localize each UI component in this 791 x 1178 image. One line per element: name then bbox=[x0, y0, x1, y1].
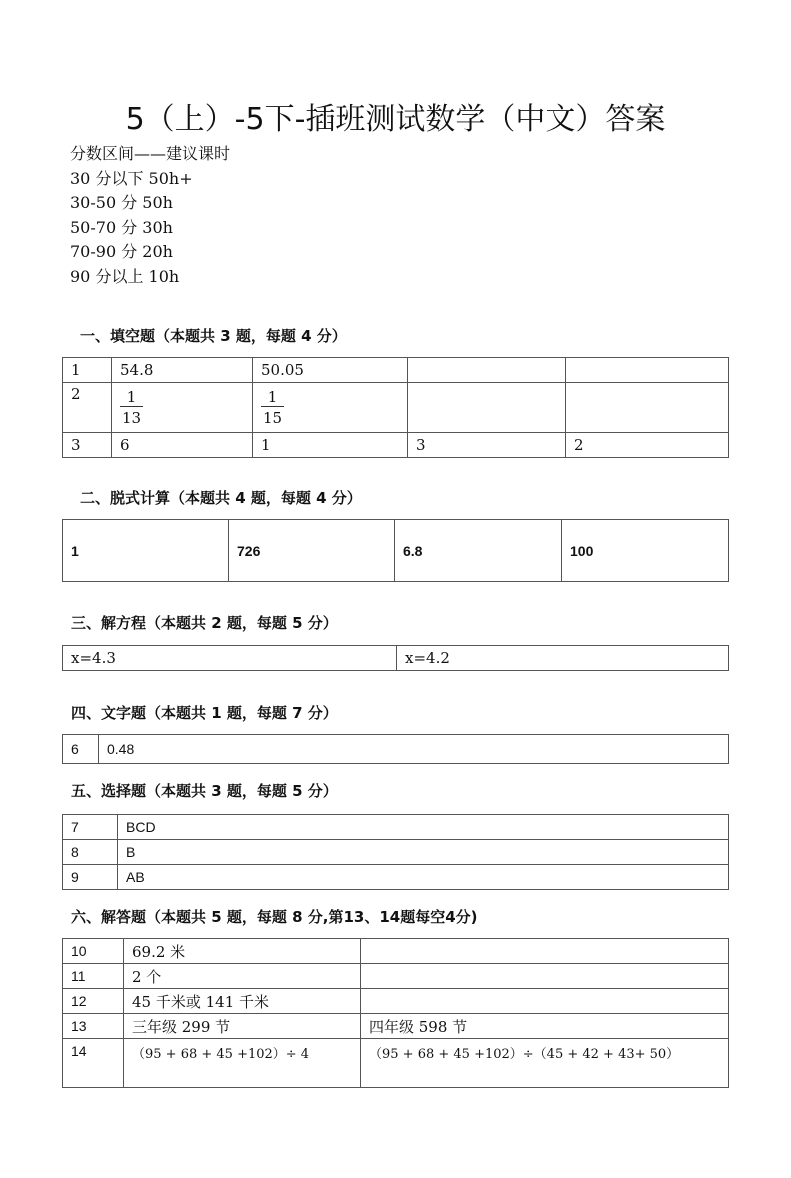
cell: 11 bbox=[63, 964, 124, 989]
table-row bbox=[63, 815, 729, 840]
guide-line: 90 分以上 10h bbox=[70, 266, 180, 286]
cell: 0.48 bbox=[99, 735, 729, 764]
table-row bbox=[63, 383, 729, 433]
cell: 9 bbox=[63, 865, 118, 890]
section-1-heading: 一、填空题（本题共 3 题，每题 4 分） bbox=[80, 327, 347, 345]
cell: 6 bbox=[63, 735, 99, 764]
numerator: 1 bbox=[261, 388, 284, 407]
cell bbox=[408, 383, 566, 433]
cell bbox=[361, 964, 729, 989]
table-row bbox=[63, 840, 729, 865]
cell bbox=[253, 383, 408, 433]
cell: 三年级 299 节 bbox=[124, 1014, 361, 1039]
cell: AB bbox=[118, 865, 729, 890]
section-2-table bbox=[62, 519, 729, 582]
cell bbox=[112, 383, 253, 433]
cell: 6.8 bbox=[395, 520, 562, 582]
denominator: 15 bbox=[263, 409, 283, 427]
table-row bbox=[63, 646, 729, 671]
cell: 45 千米或 141 千米 bbox=[124, 989, 361, 1014]
table-row bbox=[63, 939, 729, 964]
cell: 13 bbox=[63, 1014, 124, 1039]
cell: 726 bbox=[229, 520, 395, 582]
cell bbox=[408, 358, 566, 383]
table-row bbox=[63, 989, 729, 1014]
table-row bbox=[63, 1014, 729, 1039]
cell: （95 + 68 + 45 +102）÷ 4 bbox=[124, 1039, 361, 1088]
table-row bbox=[63, 433, 729, 458]
table-row bbox=[63, 735, 729, 764]
cell bbox=[361, 939, 729, 964]
cell: 8 bbox=[63, 840, 118, 865]
table-row bbox=[63, 964, 729, 989]
guide-line: 30-50 分 50h bbox=[70, 193, 173, 213]
guide-line: 30 分以下 50h+ bbox=[70, 168, 193, 188]
cell: 12 bbox=[63, 989, 124, 1014]
section-6-heading: 六、解答题（本题共 5 题，每题 8 分,第13、14题每空4分) bbox=[71, 908, 478, 926]
fraction bbox=[120, 388, 143, 427]
numerator: 1 bbox=[120, 388, 143, 407]
table-row bbox=[63, 865, 729, 890]
cell: 四年级 598 节 bbox=[361, 1014, 729, 1039]
section-2-heading: 二、脱式计算（本题共 4 题，每题 4 分） bbox=[80, 489, 362, 507]
cell bbox=[361, 989, 729, 1014]
section-3-heading: 三、解方程（本题共 2 题，每题 5 分） bbox=[71, 614, 338, 632]
cell: B bbox=[118, 840, 729, 865]
cell: x=4.2 bbox=[397, 646, 729, 671]
section-1-table bbox=[62, 357, 729, 458]
cell: 7 bbox=[63, 815, 118, 840]
table-row bbox=[63, 358, 729, 383]
guide-line: 50-70 分 30h bbox=[70, 217, 173, 237]
section-3-table bbox=[62, 645, 729, 671]
denominator: 13 bbox=[122, 409, 142, 427]
guide-heading: 分数区间——建议课时 bbox=[70, 144, 231, 163]
cell: 14 bbox=[63, 1039, 124, 1088]
section-5-heading: 五、选择题（本题共 3 题，每题 5 分） bbox=[71, 782, 338, 800]
cell: 3 bbox=[408, 433, 566, 458]
fraction bbox=[261, 388, 284, 427]
section-4-heading: 四、文字题（本题共 1 题，每题 7 分） bbox=[71, 704, 338, 722]
cell: 10 bbox=[63, 939, 124, 964]
guide-line: 70-90 分 20h bbox=[70, 242, 173, 262]
hours-guide bbox=[70, 142, 230, 290]
cell: 2 个 bbox=[124, 964, 361, 989]
cell: 54.8 bbox=[112, 358, 253, 383]
cell: （95 + 68 + 45 +102）÷（45 + 42 + 43+ 50） bbox=[361, 1039, 729, 1088]
table-row bbox=[63, 520, 729, 582]
section-6-table bbox=[62, 938, 729, 1088]
page-title: 5（上）-5下-插班测试数学（中文）答案 bbox=[125, 102, 666, 137]
cell: 50.05 bbox=[253, 358, 408, 383]
cell: 100 bbox=[562, 520, 729, 582]
cell bbox=[566, 358, 729, 383]
cell: 1 bbox=[253, 433, 408, 458]
cell: 3 bbox=[63, 433, 112, 458]
cell: 69.2 米 bbox=[124, 939, 361, 964]
cell bbox=[566, 383, 729, 433]
cell: x=4.3 bbox=[63, 646, 397, 671]
cell: BCD bbox=[118, 815, 729, 840]
cell: 1 bbox=[63, 358, 112, 383]
section-4-table bbox=[62, 734, 729, 764]
cell: 2 bbox=[566, 433, 729, 458]
cell: 6 bbox=[112, 433, 253, 458]
section-5-table bbox=[62, 814, 729, 890]
table-row bbox=[63, 1039, 729, 1088]
cell: 2 bbox=[63, 383, 112, 433]
cell: 1 bbox=[63, 520, 229, 582]
